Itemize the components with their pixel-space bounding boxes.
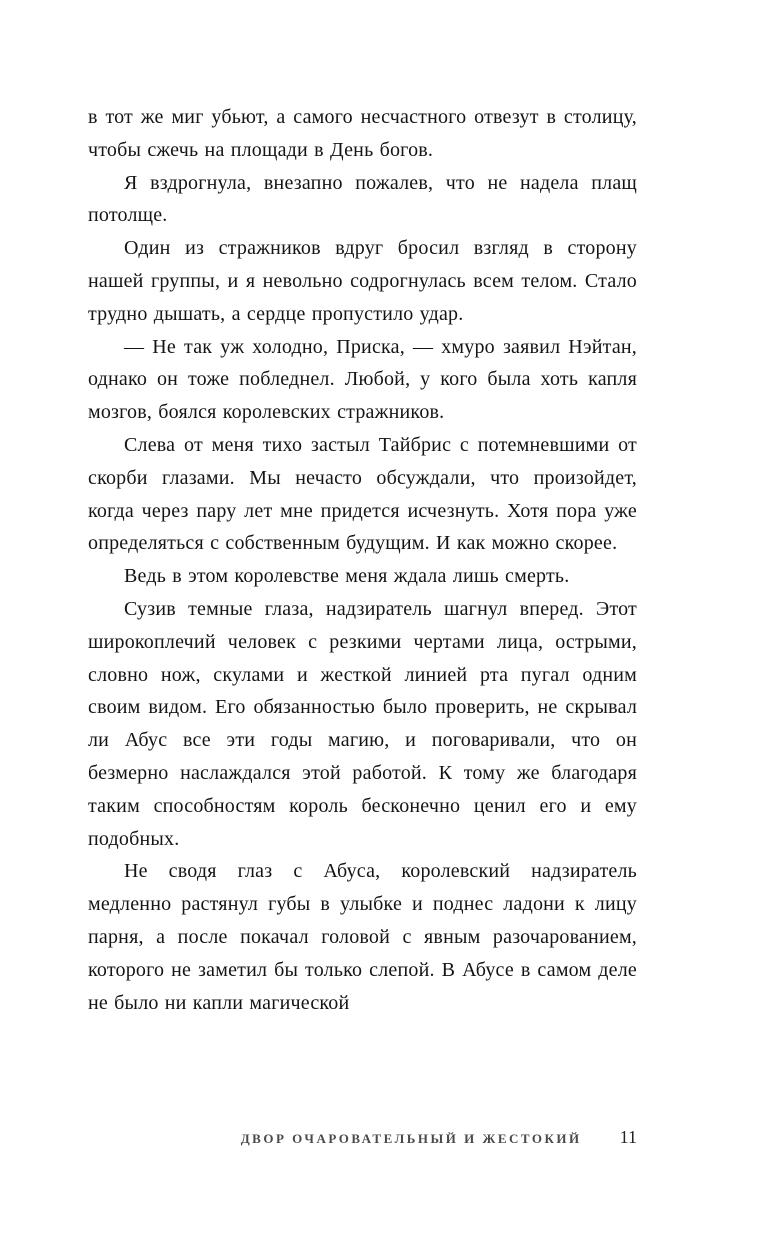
paragraph: Слева от меня тихо застыл Тайбрис с потемневшими от скорби глазами. Мы нечасто обсуждали, что произойдет, когда через пару лет мне придется исчезнуть. Хотя пора уже определяться с собственным будущим. И как можно скорее.	[88, 433, 637, 555]
paragraph: Я вздрогнула, внезапно пожалев, что не надела плащ потолще.	[88, 171, 637, 227]
paragraph: Не сводя глаз с Абуса, королевский надзиратель медленно растянул губы в улыбке и поднес ладони к лицу парня, а после покачал головой с явным разочарованием, которого не заметил бы только слепой. В Абусе в самом деле не было ни капли магической	[88, 860, 637, 1014]
page-footer	[88, 1127, 637, 1148]
running-title: ДВОР ОЧАРОВАТЕЛЬНЫЙ И ЖЕСТОКИЙ	[240, 1131, 582, 1146]
page-number: 11	[619, 1127, 637, 1147]
paragraph: в тот же миг убьют, а самого несчастного отвезут в столицу, чтобы сжечь на площади в День богов.	[88, 106, 637, 161]
paragraph: Один из стражников вдруг бросил взгляд в сторону нашей группы, и я невольно содрогнулась всем телом. Стало трудно дышать, а сердце пропустило удар.	[88, 237, 637, 325]
paragraph: — Не так уж холодно, Приска, — хмуро заявил Нэйтан, однако он тоже побледнел. Любой, у кого была хоть капля мозгов, боялся королевских стражников.	[88, 335, 637, 424]
paragraph: Ведь в этом королевстве меня ждала лишь смерть.	[124, 565, 570, 588]
paragraph: Сузив темные глаза, надзиратель шагнул вперед. Этот широкоплечий человек с резкими чертами лица, острыми, словно нож, скулами и жесткой линией рта пугал одним своим видом. Его обязанностью было проверить, не скрывал ли Абус все эти годы магию, и поговаривали, что он безмерно наслаждался этой работой. К тому же благодаря таким способностям король бесконечно ценил его и ему подобных.	[88, 597, 637, 850]
page-text-block	[88, 101, 637, 1019]
